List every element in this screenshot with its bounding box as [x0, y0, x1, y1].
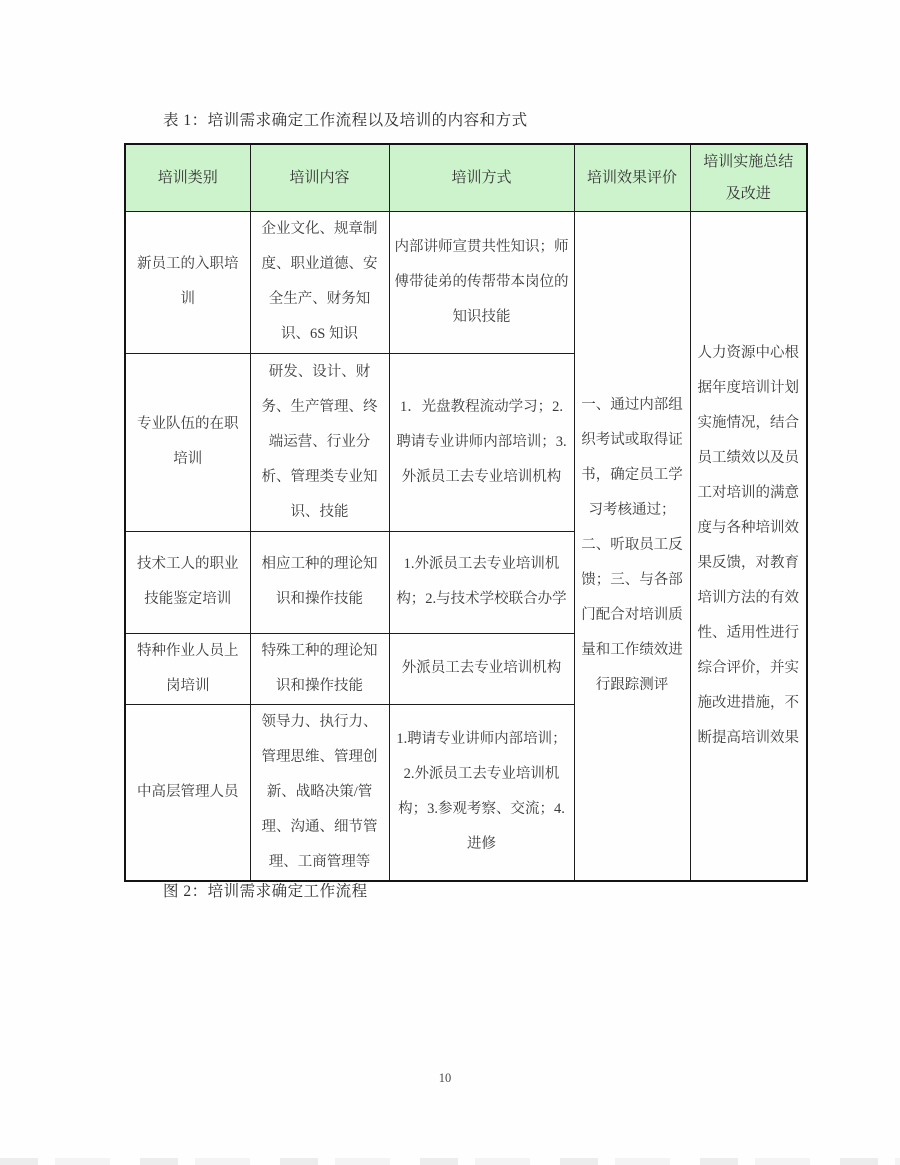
header-training-method: 培训方式 — [389, 144, 574, 211]
cell-category: 特种作业人员上岗培训 — [125, 633, 250, 704]
cell-method: 1.聘请专业讲师内部培训；2.外派员工去专业培训机构；3.参观考察、交流；4.进修 — [389, 704, 574, 881]
cell-category: 新员工的入职培训 — [125, 211, 250, 353]
header-training-summary: 培训实施总结及改进 — [690, 144, 807, 211]
header-training-category: 培训类别 — [125, 144, 250, 211]
page-number: 10 — [438, 1071, 452, 1085]
cell-category: 中高层管理人员 — [125, 704, 250, 881]
cell-content: 企业文化、规章制度、职业道德、安全生产、财务知识、6S 知识 — [250, 211, 389, 353]
header-training-evaluation: 培训效果评价 — [574, 144, 690, 211]
header-training-content: 培训内容 — [250, 144, 389, 211]
cell-method: 内部讲师宣贯共性知识；师傅带徒弟的传帮带本岗位的知识技能 — [389, 211, 574, 353]
table-title: 表 1：培训需求确定工作流程以及培训的内容和方式 — [163, 112, 528, 129]
table-row — [125, 211, 807, 353]
cell-method: 1．光盘教程流动学习；2.聘请专业讲师内部培训；3.外派员工去专业培训机构 — [389, 353, 574, 531]
cell-method: 外派员工去专业培训机构 — [389, 633, 574, 704]
cell-category: 技术工人的职业技能鉴定培训 — [125, 531, 250, 633]
cell-content: 领导力、执行力、管理思维、管理创新、战略决策/管理、沟通、细节管理、工商管理等 — [250, 704, 389, 881]
cell-evaluation-merged: 一、通过内部组织考试或取得证书，确定员工学习考核通过；二、听取员工反馈；三、与各部门配合对培训质量和工作绩效进行跟踪测评 — [574, 211, 690, 881]
cell-category: 专业队伍的在职培训 — [125, 353, 250, 531]
scan-artifact — [0, 1158, 900, 1165]
cell-method: 1.外派员工去专业培训机构；2.与技术学校联合办学 — [389, 531, 574, 633]
cell-content: 研发、设计、财务、生产管理、终端运营、行业分析、管理类专业知识、技能 — [250, 353, 389, 531]
training-table — [124, 143, 808, 882]
cell-content: 特殊工种的理论知识和操作技能 — [250, 633, 389, 704]
figure-caption: 图 2：培训需求确定工作流程 — [163, 883, 368, 900]
cell-summary-merged: 人力资源中心根据年度培训计划实施情况，结合员工绩效以及员工对培训的满意度与各种培训效果反馈，对教育培训方法的有效性、适用性进行综合评价，并实施改进措施，不断提高培训效果 — [690, 211, 807, 881]
table-header-row — [125, 144, 807, 211]
cell-content: 相应工种的理论知识和操作技能 — [250, 531, 389, 633]
